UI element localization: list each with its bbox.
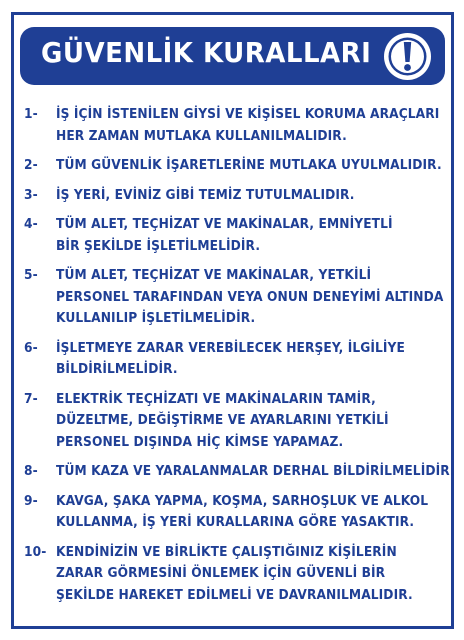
rule-item bbox=[24, 265, 444, 330]
rule-number: 10- bbox=[24, 543, 47, 560]
rule-item bbox=[24, 542, 444, 607]
rule-text-line: TÜM GÜVENLİK İŞARETLERİNE MUTLAKA UYULMALIDIR. bbox=[56, 157, 442, 173]
rule-text-line: İŞ YERİ, EVİNİZ GİBİ TEMİZ TUTULMALIDIR. bbox=[56, 186, 355, 203]
rule-number: 1- bbox=[24, 106, 38, 122]
rule-text-line: İŞ İÇİN İSTENİLEN GİYSİ VE KİŞİSEL KORUMA ARAÇLARI bbox=[56, 106, 440, 122]
rule-item bbox=[24, 155, 444, 177]
rule-number: 4- bbox=[24, 216, 38, 232]
rule-item bbox=[24, 185, 444, 207]
rule-text-line: TÜM ALET, TEÇHİZAT VE MAKİNALAR, YETKİLİ bbox=[56, 267, 372, 283]
rule-text-line: ZARAR GÖRMESİNİ ÖNLEMEK İÇİN GÜVENLİ BİR bbox=[56, 565, 386, 581]
rule-item bbox=[24, 338, 444, 381]
rule-text-line: ELEKTRİK TEÇHİZATI VE MAKİNALARIN TAMİR, bbox=[56, 390, 376, 407]
rule-text-line: KAVGA, ŞAKA YAPMA, KOŞMA, SARHOŞLUK VE ALKOL bbox=[56, 492, 429, 509]
rule-text-line: KULLANILIP İŞLETİLMELİDİR. bbox=[56, 310, 256, 326]
rule-number: 7- bbox=[24, 390, 38, 407]
rule-item bbox=[24, 104, 444, 147]
rules-list bbox=[24, 104, 455, 614]
rule-item bbox=[24, 491, 444, 534]
rule-text-line: BİR ŞEKİLDE İŞLETİLMELİDİR. bbox=[56, 237, 261, 254]
rule-number: 6- bbox=[24, 339, 38, 356]
rule-item bbox=[24, 214, 444, 257]
exclamation-icon bbox=[382, 31, 433, 82]
sign-header bbox=[20, 27, 445, 85]
rule-number: 5- bbox=[24, 267, 38, 283]
rule-text-line: HER ZAMAN MUTLAKA KULLANILMALIDIR. bbox=[56, 127, 347, 144]
rule-item bbox=[24, 389, 444, 454]
rule-number: 8- bbox=[24, 463, 38, 479]
rule-text-line: ŞEKİLDE HAREKET EDİLMELİ VE DAVRANILMALIDIR. bbox=[56, 586, 413, 603]
rule-text-line: PERSONEL TARAFINDAN VEYA ONUN DENEYİMİ ALTINDA bbox=[56, 288, 444, 305]
rule-number: 9- bbox=[24, 492, 38, 509]
rule-text-line: PERSONEL DIŞINDA HİÇ KİMSE YAPAMAZ. bbox=[56, 433, 344, 450]
rule-number: 3- bbox=[24, 186, 38, 203]
rule-text-line: TÜM KAZA VE YARALANMALAR DERHAL BİLDİRİLMELİDİR. bbox=[56, 463, 455, 479]
sign-title: GÜVENLİK KURALLARI bbox=[41, 36, 372, 69]
rule-item bbox=[24, 461, 455, 483]
rule-number: 2- bbox=[24, 157, 38, 173]
rule-text-line: KENDİNİZİN VE BİRLİKTE ÇALIŞTIĞINIZ KİŞİLERİN bbox=[56, 543, 397, 560]
rule-text-line: TÜM ALET, TEÇHİZAT VE MAKİNALAR, EMNİYETLİ bbox=[56, 216, 393, 232]
rule-text-line: KULLANMA, İŞ YERİ KURALLARINA GÖRE YASAKTIR. bbox=[56, 514, 415, 530]
rule-text-line: BİLDİRİLMELİDİR. bbox=[56, 361, 178, 377]
rule-text-line: DÜZELTME, DEĞİŞTİRME VE AYARLARINI YETKİLİ bbox=[56, 412, 389, 428]
rule-text-line: İŞLETMEYE ZARAR VEREBİLECEK HERŞEY, İLGİLİYE bbox=[56, 339, 405, 356]
